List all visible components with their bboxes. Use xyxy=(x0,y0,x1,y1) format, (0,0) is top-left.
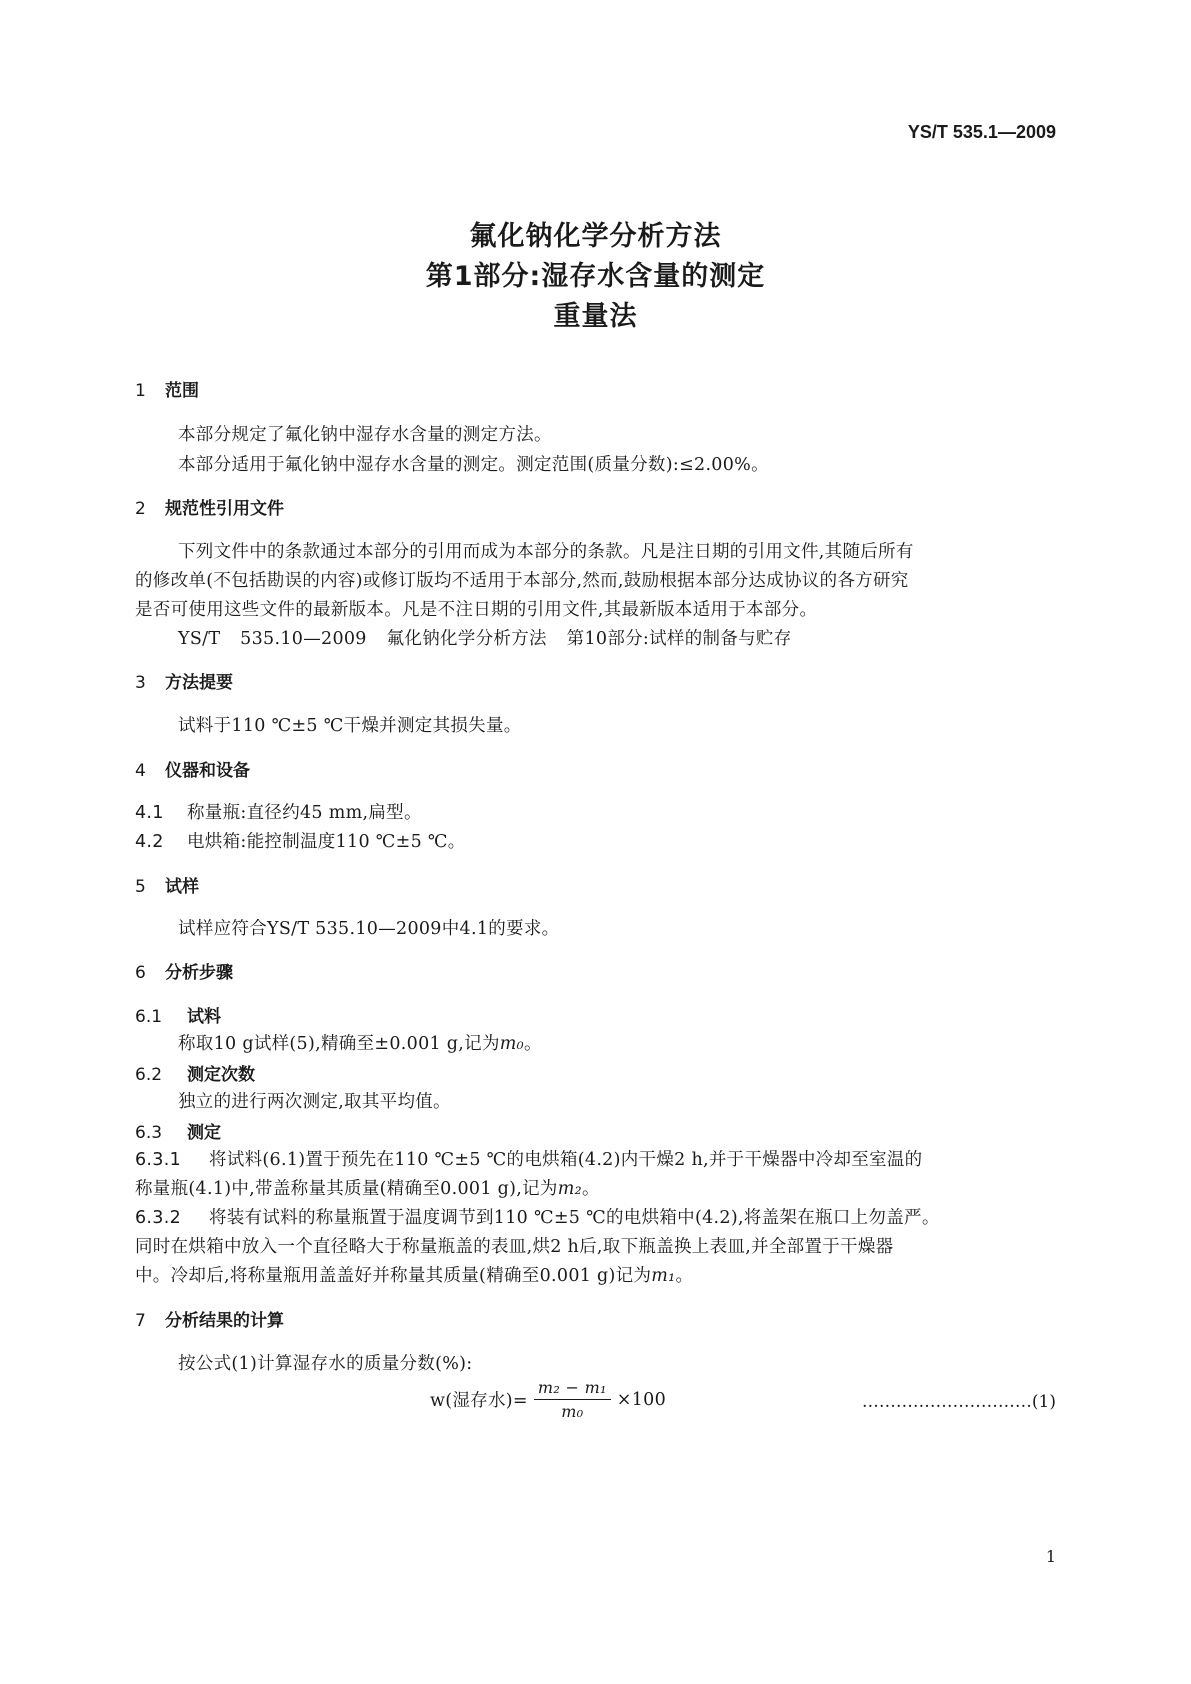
clause-6-3-2-line1: 6.3.2 将装有试料的称量瓶置于温度调节到110 ℃±5 ℃的电烘箱中(4.2),将盖架在瓶口上勿盖严。 xyxy=(135,1208,940,1228)
section-4-heading: 4 仪器和设备 xyxy=(135,761,250,781)
clause-6-3-1-line2: 称量瓶(4.1)中,带盖称量其质量(精确至0.001 g),记为m₂。 xyxy=(135,1179,600,1199)
subsection-6-2-text: 独立的进行两次测定,取其平均值。 xyxy=(178,1092,451,1112)
doc-title-line2: 第1部分:湿存水含量的测定 xyxy=(425,261,766,292)
formula-fraction xyxy=(534,1378,611,1421)
subsection-6-2-heading: 6.2 测定次数 xyxy=(135,1065,255,1085)
var-m1: m₁ xyxy=(651,1266,676,1286)
section-1-para-1: 本部分规定了氟化钠中湿存水含量的测定方法。 xyxy=(178,425,552,445)
section-7-para: 按公式(1)计算湿存水的质量分数(%): xyxy=(178,1354,473,1374)
formula-numerator: m₂ − m₁ xyxy=(534,1378,611,1400)
section-2-para-line1: 下列文件中的条款通过本部分的引用而成为本部分的条款。凡是注日期的引用文件,其随后所有 xyxy=(178,542,914,562)
var-m0: m₀ xyxy=(499,1034,524,1054)
var-m2: m₂ xyxy=(557,1179,582,1199)
subsection-6-3-heading: 6.3 测定 xyxy=(135,1123,221,1143)
formula-denominator: m₀ xyxy=(561,1402,584,1421)
section-2-para-line3: 是否可使用这些文件的最新版本。凡是不注日期的引用文件,其最新版本适用于本部分。 xyxy=(135,600,818,620)
subsection-6-1-text: 称取10 g试样(5),精确至±0.001 g,记为m₀。 xyxy=(178,1034,542,1054)
standard-code: YS/T 535.1—2009 xyxy=(907,122,1056,142)
doc-title-line1: 氟化钠化学分析方法 xyxy=(469,221,722,252)
section-6-heading: 6 分析步骤 xyxy=(135,963,233,983)
section-3-para: 试料于110 ℃±5 ℃干燥并测定其损失量。 xyxy=(178,716,522,736)
formula-lhs: w(湿存水)= xyxy=(430,1391,528,1411)
section-5-para: 试样应符合YS/T 535.10—2009中4.1的要求。 xyxy=(178,919,560,939)
doc-title-line3: 重量法 xyxy=(553,301,638,332)
item-4-2: 4.2 电烘箱:能控制温度110 ℃±5 ℃。 xyxy=(135,832,466,852)
section-7-heading: 7 分析结果的计算 xyxy=(135,1311,284,1331)
section-2-heading: 2 规范性引用文件 xyxy=(135,499,284,519)
subsection-6-1-heading: 6.1 试料 xyxy=(135,1007,221,1027)
section-2-para-line2: 的修改单(不包括勘误的内容)或修订版均不适用于本部分,然而,鼓励根据本部分达成协议的各方研究 xyxy=(135,571,909,591)
section-1-para-2: 本部分适用于氟化钠中湿存水含量的测定。测定范围(质量分数):≤2.00%。 xyxy=(178,455,769,475)
section-5-heading: 5 试样 xyxy=(135,877,199,897)
clause-6-3-2-line3: 中。冷却后,将称量瓶用盖盖好并称量其质量(精确至0.001 g)记为m₁。 xyxy=(135,1266,694,1286)
clause-6-3-2-line2: 同时在烘箱中放入一个直径略大于称量瓶盖的表皿,烘2 h后,取下瓶盖换上表皿,并全部置于干燥器 xyxy=(135,1237,894,1257)
section-1-heading: 1 范围 xyxy=(135,381,199,401)
section-3-heading: 3 方法提要 xyxy=(135,673,233,693)
formula-1 xyxy=(430,1378,666,1421)
clause-6-3-1-line1: 6.3.1 将试料(6.1)置于预先在110 ℃±5 ℃的电烘箱(4.2)内干燥2 h,并于干燥器中冷却至室温的 xyxy=(135,1150,923,1170)
formula-number: …………………………(1) xyxy=(861,1392,1056,1412)
page-number: 1 xyxy=(1045,1547,1056,1566)
section-2-reference: YS/T 535.10—2009 氟化钠化学分析方法 第10部分:试样的制备与贮存 xyxy=(178,629,792,649)
formula-rhs: ×100 xyxy=(616,1389,667,1410)
item-4-1: 4.1 称量瓶:直径约45 mm,扁型。 xyxy=(135,803,422,823)
